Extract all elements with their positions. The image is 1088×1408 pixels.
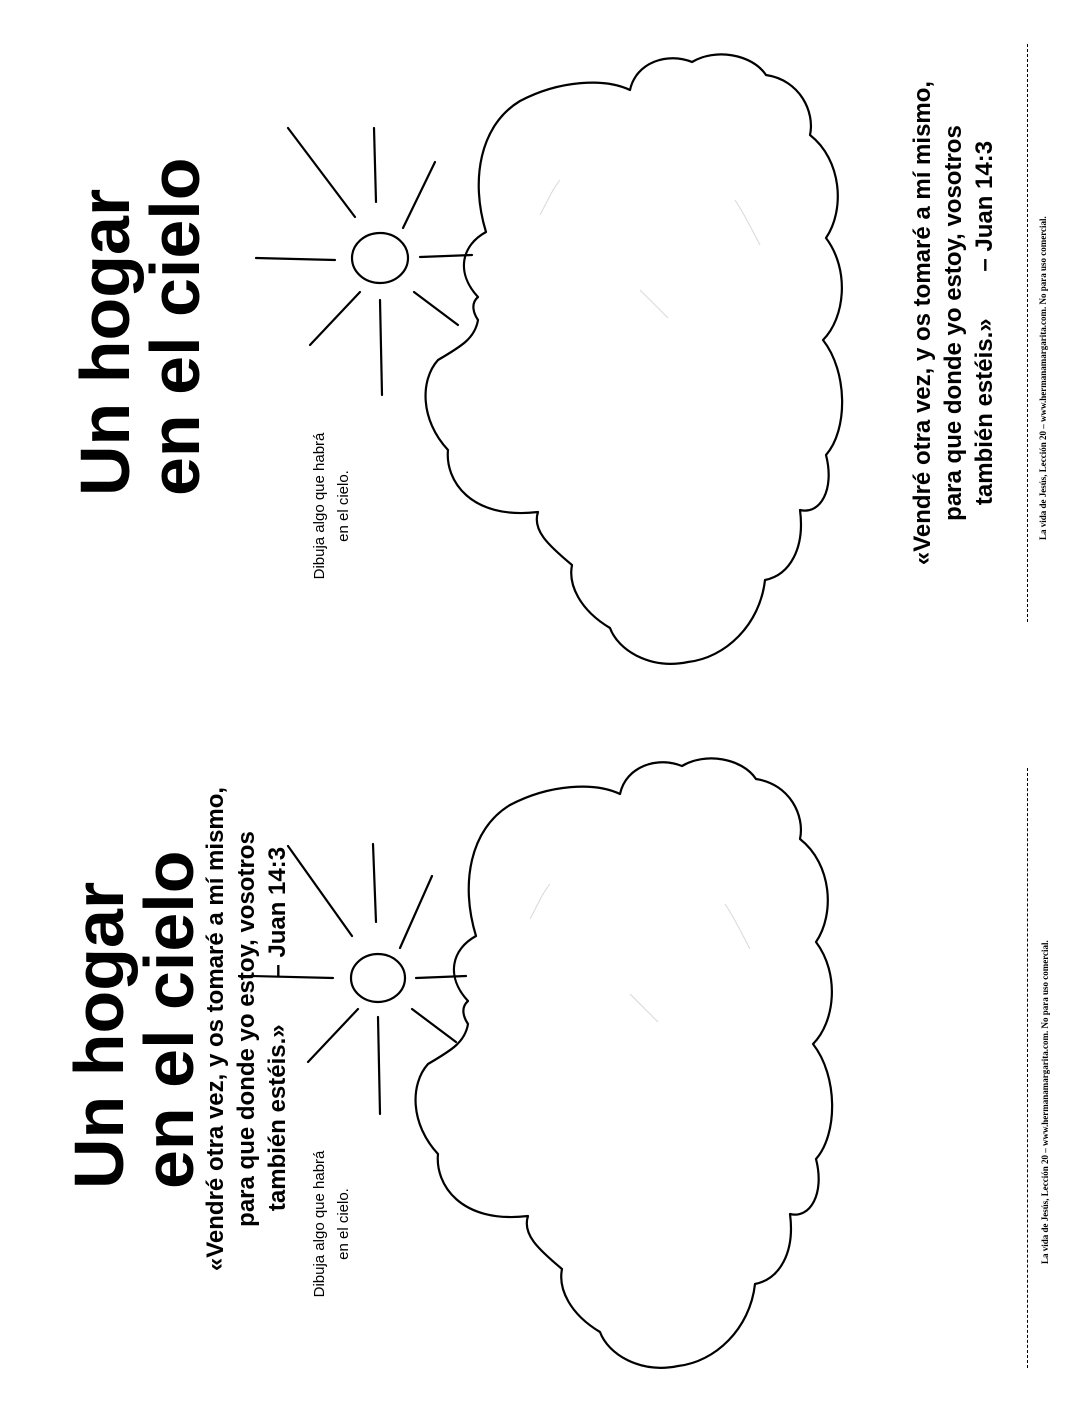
footer-credit: La vida de Jesús, Lección 20 – www.hermanamargarita.com. No para uso comercial. <box>1040 940 1050 1264</box>
title-line-2: en el cielo <box>130 850 208 1189</box>
page-title <box>66 157 214 496</box>
verse-line-3 <box>262 744 293 1314</box>
cloud-drawing-frame <box>416 758 833 1367</box>
verse-reference: – Juan 14:3 <box>264 846 291 978</box>
verse-line-2: para que donde yo estoy, vosotros <box>233 831 260 1227</box>
drawing-instructions <box>308 1134 356 1314</box>
instruction-line-2: en el cielo. <box>335 470 352 542</box>
verse-line-1: «Vendré otra vez, y os tomaré a mí mismo, <box>909 80 936 566</box>
cut-line <box>1027 768 1028 1368</box>
sun-icon <box>352 233 408 283</box>
sun-icon <box>351 954 405 1002</box>
drawing-instructions <box>308 416 356 596</box>
title-line-2: en el cielo <box>136 157 214 496</box>
cut-line <box>1027 44 1028 622</box>
verse-line-3 <box>969 38 1000 608</box>
bible-verse <box>907 38 1000 608</box>
instruction-line-2: en el cielo. <box>335 1188 352 1260</box>
verse-line-3-quote: también estéis.» <box>264 1024 291 1212</box>
verse-reference: – Juan 14:3 <box>971 140 998 272</box>
page-title <box>60 850 208 1189</box>
instruction-line-1: Dibuja algo que habrá <box>311 432 328 580</box>
footer-credit: La vida de Jesús, Lección 20 – www.hermanamargarita.com. No para uso comercial. <box>1038 216 1048 540</box>
title-line-1: Un hogar <box>66 188 144 496</box>
handout-panel-bottom <box>0 704 1088 1408</box>
cloud-drawing-frame <box>426 54 843 663</box>
title-line-1: Un hogar <box>60 881 138 1189</box>
verse-line-2: para que donde yo estoy, vosotros <box>940 125 967 521</box>
verse-line-1: «Vendré otra vez, y os tomaré a mí mismo, <box>202 786 229 1272</box>
verse-line-3-quote: también estéis.» <box>971 318 998 506</box>
bible-verse <box>200 744 293 1314</box>
instruction-line-1: Dibuja algo que habrá <box>311 1150 328 1298</box>
